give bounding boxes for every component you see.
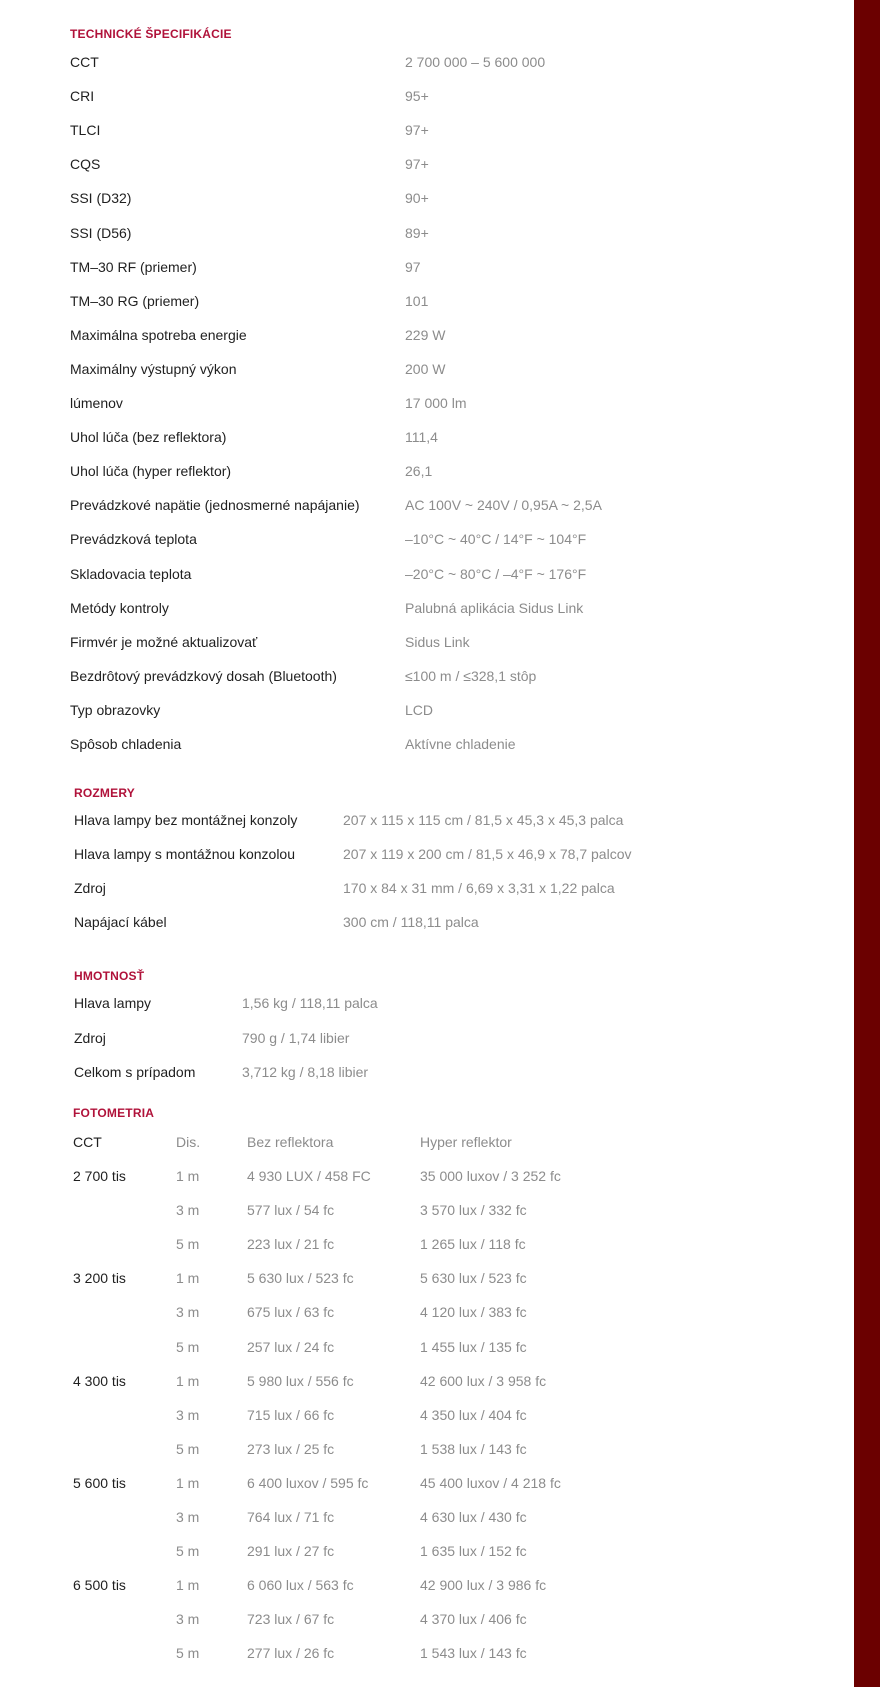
spec-row (74, 1062, 774, 1096)
spec-value: AC 100V ~ 240V / 0,95A ~ 2,5A (405, 497, 602, 514)
spec-value: 207 x 115 x 115 cm / 81,5 x 45,3 x 45,3 palca (343, 812, 624, 828)
photometry-row (73, 1439, 773, 1473)
spec-row (70, 495, 770, 529)
spec-label: Celkom s prípadom (74, 1064, 196, 1080)
spec-value: 207 x 119 x 200 cm / 81,5 x 46,9 x 78,7 palcov (343, 846, 632, 862)
spec-row (70, 223, 770, 257)
photometry-no-reflector: 764 lux / 71 fc (247, 1509, 335, 1525)
spec-value: 101 (405, 292, 429, 309)
photometry-hyper-reflector: 1 265 lux / 118 fc (420, 1236, 526, 1253)
spec-row (74, 810, 774, 844)
spec-row (70, 291, 770, 325)
photometry-distance: 1 m (176, 1577, 200, 1594)
photometry-hyper-reflector: 4 350 lux / 404 fc (420, 1406, 527, 1423)
photometry-row (73, 1643, 773, 1677)
spec-row (74, 912, 774, 946)
spec-value: ≤100 m / ≤328,1 stôp (405, 667, 537, 684)
photometry-distance: 3 m (176, 1611, 200, 1628)
spec-value: 200 W (405, 360, 446, 377)
spec-label: lúmenov (70, 395, 123, 411)
spec-label: Maximálna spotreba energie (70, 326, 247, 343)
spec-row (70, 120, 770, 154)
photometry-hyper-reflector: 1 635 lux / 152 fc (420, 1543, 527, 1560)
photometry-distance: 3 m (176, 1406, 200, 1423)
spec-value: 2 700 000 – 5 600 000 (405, 54, 546, 70)
photometry-row (73, 1234, 773, 1268)
photometry-distance: 5 m (176, 1645, 200, 1662)
spec-row (70, 564, 770, 598)
spec-label: TLCI (70, 122, 101, 139)
spec-label: Skladovacia teplota (70, 565, 192, 582)
photometry-distance: 3 m (176, 1202, 200, 1219)
photometry-no-reflector: 723 lux / 67 fc (247, 1611, 335, 1628)
spec-label: TM–30 RF (priemer) (70, 258, 197, 275)
spec-row (70, 52, 770, 86)
photometry-distance: 3 m (176, 1304, 200, 1321)
spec-value: 97+ (405, 156, 429, 173)
photometry-hyper-reflector: 1 538 lux / 143 fc (420, 1440, 527, 1457)
spec-value: 90+ (405, 190, 429, 207)
column-header-hyper-reflector: Hyper reflektor (420, 1134, 512, 1150)
photometry-cct: 3 200 tis (73, 1270, 126, 1287)
spec-label: Prevádzková teplota (70, 531, 197, 548)
spec-value: 89+ (405, 224, 429, 241)
photometry-heading: FOTOMETRIA (73, 1106, 155, 1120)
photometry-distance: 1 m (176, 1474, 200, 1491)
spec-value: 790 g / 1,74 libier (242, 1029, 350, 1046)
spec-value: 170 x 84 x 31 mm / 6,69 x 3,31 x 1,22 palca (343, 880, 615, 896)
photometry-hyper-reflector: 1 455 lux / 135 fc (420, 1338, 527, 1355)
photometry-cct: 6 500 tis (73, 1577, 126, 1594)
photometry-distance: 5 m (176, 1236, 200, 1253)
spec-label: Spôsob chladenia (70, 736, 182, 752)
spec-label: SSI (D32) (70, 190, 132, 207)
photometry-hyper-reflector: 42 900 lux / 3 986 fc (420, 1577, 547, 1594)
column-header-no-reflector: Bez reflektora (247, 1134, 334, 1150)
spec-label: Zdroj (74, 880, 106, 896)
spec-value: 3,712 kg / 8,18 libier (242, 1064, 369, 1080)
photometry-row (73, 1473, 773, 1507)
spec-row (70, 86, 770, 120)
spec-row (70, 632, 770, 666)
spec-label: Metódy kontroly (70, 599, 169, 616)
spec-row (70, 257, 770, 291)
spec-label: Firmvér je možné aktualizovať (70, 633, 258, 650)
photometry-hyper-reflector: 1 543 lux / 143 fc (420, 1645, 527, 1662)
spec-value: 300 cm / 118,11 palca (343, 914, 479, 930)
spec-label: Uhol lúča (hyper reflektor) (70, 463, 232, 480)
weight-heading: HMOTNOSŤ (74, 969, 145, 983)
photometry-cct: 2 700 tis (73, 1168, 126, 1184)
photometry-hyper-reflector: 35 000 luxov / 3 252 fc (420, 1168, 561, 1184)
photometry-row (73, 1609, 773, 1643)
spec-label: CCT (70, 54, 99, 70)
spec-value: LCD (405, 701, 434, 718)
spec-value: –10°C ~ 40°C / 14°F ~ 104°F (405, 531, 587, 548)
spec-row (70, 359, 770, 393)
photometry-row (73, 1575, 773, 1609)
side-accent-bar (854, 0, 880, 1687)
photometry-row (73, 1507, 773, 1541)
spec-label: SSI (D56) (70, 224, 132, 241)
photometry-no-reflector: 257 lux / 24 fc (247, 1338, 335, 1355)
spec-value: 229 W (405, 326, 446, 343)
spec-label: Uhol lúča (bez reflektora) (70, 429, 227, 446)
spec-label: Prevádzkové napätie (jednosmerné napájanie) (70, 497, 360, 514)
spec-label: CQS (70, 156, 101, 173)
photometry-no-reflector: 4 930 LUX / 458 FC (247, 1168, 371, 1184)
spec-label: Maximálny výstupný výkon (70, 360, 237, 377)
spec-label: Zdroj (74, 1029, 106, 1046)
spec-value: 17 000 lm (405, 395, 467, 411)
spec-label: Hlava lampy s montážnou konzolou (74, 846, 296, 862)
photometry-no-reflector: 223 lux / 21 fc (247, 1236, 335, 1253)
spec-row (70, 598, 770, 632)
photometry-no-reflector: 277 lux / 26 fc (247, 1645, 335, 1662)
photometry-hyper-reflector: 3 570 lux / 332 fc (420, 1202, 527, 1219)
photometry-no-reflector: 675 lux / 63 fc (247, 1304, 335, 1321)
photometry-no-reflector: 715 lux / 66 fc (247, 1406, 335, 1423)
photometry-no-reflector: 577 lux / 54 fc (247, 1202, 335, 1219)
photometry-no-reflector: 291 lux / 27 fc (247, 1543, 335, 1560)
photometry-hyper-reflector: 5 630 lux / 523 fc (420, 1270, 527, 1287)
spec-label: Bezdrôtový prevádzkový dosah (Bluetooth) (70, 667, 337, 684)
photometry-distance: 1 m (176, 1270, 200, 1287)
spec-label: Hlava lampy (74, 995, 152, 1011)
photometry-distance: 5 m (176, 1338, 200, 1355)
spec-row (70, 700, 770, 734)
photometry-hyper-reflector: 45 400 luxov / 4 218 fc (420, 1474, 561, 1491)
photometry-distance: 1 m (176, 1372, 200, 1389)
photometry-hyper-reflector: 4 630 lux / 430 fc (420, 1509, 527, 1525)
spec-label: Typ obrazovky (70, 701, 161, 718)
spec-value: 97+ (405, 122, 429, 139)
spec-label: CRI (70, 88, 95, 105)
photometry-cct: 5 600 tis (73, 1474, 126, 1491)
column-header-distance: Dis. (176, 1134, 201, 1150)
spec-row (70, 427, 770, 461)
technical-specs-heading: TECHNICKÉ ŠPECIFIKÁCIE (70, 27, 232, 41)
spec-label: TM–30 RG (priemer) (70, 292, 200, 309)
photometry-no-reflector: 5 630 lux / 523 fc (247, 1270, 354, 1287)
spec-row (74, 844, 774, 878)
photometry-hyper-reflector: 4 120 lux / 383 fc (420, 1304, 527, 1321)
photometry-row (73, 1200, 773, 1234)
spec-row (70, 188, 770, 222)
photometry-cct: 4 300 tis (73, 1372, 126, 1389)
photometry-row (73, 1405, 773, 1439)
dimensions-heading: ROZMERY (74, 786, 135, 800)
spec-value: Aktívne chladenie (405, 736, 516, 752)
spec-label: Hlava lampy bez montážnej konzoly (74, 812, 298, 828)
spec-row (70, 154, 770, 188)
photometry-no-reflector: 6 400 luxov / 595 fc (247, 1474, 369, 1491)
photometry-no-reflector: 6 060 lux / 563 fc (247, 1577, 354, 1594)
spec-value: 1,56 kg / 118,11 palca (242, 995, 378, 1011)
spec-row (74, 993, 774, 1027)
spec-value: 111,4 (405, 429, 438, 446)
spec-label: Napájací kábel (74, 914, 167, 930)
spec-value: –20°C ~ 80°C / –4°F ~ 176°F (405, 565, 587, 582)
spec-row (70, 666, 770, 700)
photometry-distance: 5 m (176, 1543, 200, 1560)
photometry-hyper-reflector: 42 600 lux / 3 958 fc (420, 1372, 547, 1389)
spec-row (70, 325, 770, 359)
photometry-row (73, 1302, 773, 1336)
spec-value: Palubná aplikácia Sidus Link (405, 599, 584, 616)
photometry-row (73, 1268, 773, 1302)
spec-value: Sidus Link (405, 633, 470, 650)
spec-row (70, 393, 770, 427)
spec-value: 95+ (405, 88, 429, 105)
spec-value: 26,1 (405, 463, 433, 480)
spec-row (70, 734, 770, 768)
photometry-distance: 1 m (176, 1168, 200, 1184)
photometry-no-reflector: 273 lux / 25 fc (247, 1440, 335, 1457)
photometry-distance: 5 m (176, 1440, 200, 1457)
spec-row (74, 1028, 774, 1062)
photometry-row (73, 1337, 773, 1371)
spec-row (70, 529, 770, 563)
photometry-row (73, 1371, 773, 1405)
photometry-header-row (73, 1132, 773, 1166)
spec-row (74, 878, 774, 912)
spec-value: 97 (405, 258, 421, 275)
column-header-cct: CCT (73, 1134, 102, 1150)
photometry-row (73, 1166, 773, 1200)
spec-row (70, 461, 770, 495)
photometry-distance: 3 m (176, 1509, 200, 1525)
photometry-row (73, 1541, 773, 1575)
photometry-hyper-reflector: 4 370 lux / 406 fc (420, 1611, 527, 1628)
photometry-no-reflector: 5 980 lux / 556 fc (247, 1372, 354, 1389)
